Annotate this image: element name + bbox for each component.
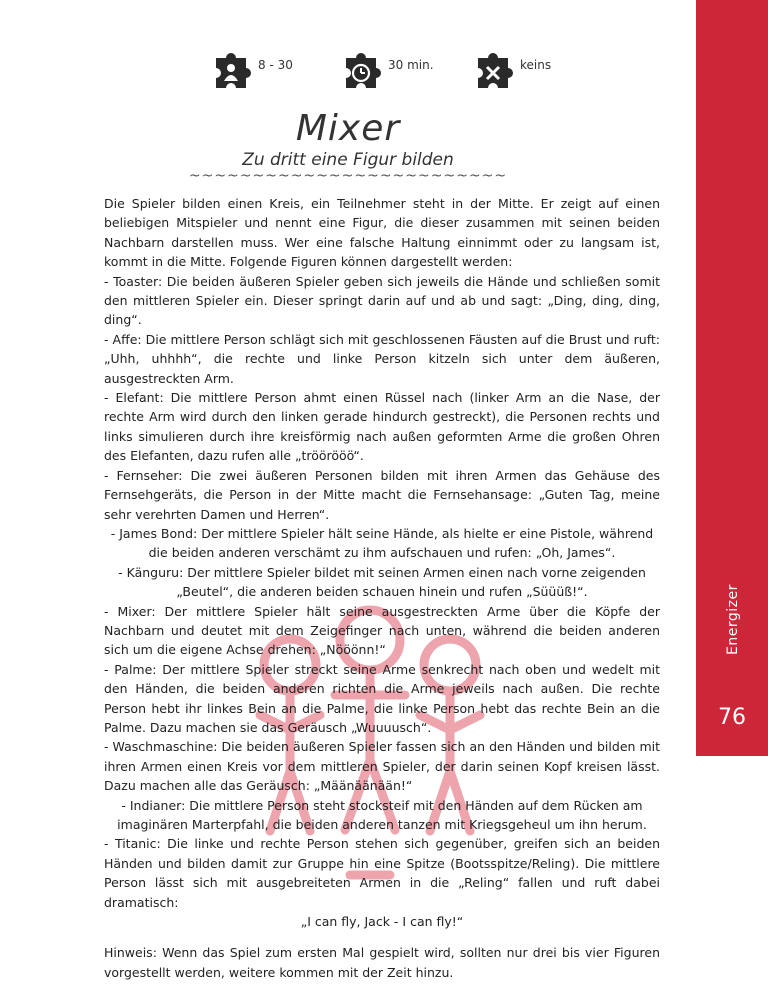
players-stat	[210, 48, 293, 94]
time-stat	[340, 48, 434, 94]
figure-mixer: - Mixer: Der mittlere Spieler hält seine ausgestreckten Arme über die Köpfe der Nachbarn und deutet mit dem Zeigefinger nach unten, während die beiden anderen sich um die eigene Achse drehen: „Nööönn!“	[104, 603, 660, 658]
game-title: Mixer	[295, 108, 401, 149]
players-puzzle-icon	[210, 48, 256, 94]
figure-elefant: - Elefant: Die mittlere Person ahmt einen Rüssel nach (linker Arm an die Nase, der rechte Arm wird durch den linken gerade hindurch gestreckt), die Personen rechts und links simulieren durch ihre kreisförmig nach außen geformten Arme die großen Ohren des Elefanten, dazu rufen alle „tröörööö“.	[104, 390, 660, 464]
section-sidebar	[696, 0, 768, 756]
titanic-quote: „I can fly, Jack - I can fly!“	[300, 914, 464, 930]
time-puzzle-icon	[340, 48, 386, 94]
title-divider: ~~~~~~~~~~~~~~~~~~~~~~~~~	[188, 168, 508, 184]
figure-affe: - Affe: Die mittlere Person schlägt sich mit geschlossenen Fäusten auf die Brust und ruft: „Uhh, uhhhh“, die rechte und linke Person kitzeln sich unter dem äußeren, ausgestreckten Arm.	[104, 331, 660, 386]
material-stat	[472, 48, 552, 94]
figure-kaenguru: - Känguru: Der mittlere Spieler bildet mit seinen Armen einen nach vorne zeigenden „Beutel“, die anderen beiden schauen hinein und rufen „Süüüß!“.	[118, 564, 646, 600]
figure-fernseher: - Fernseher: Die zwei äußeren Personen bilden mit ihren Armen das Gehäuse des Fernsehgeräts, die Person in der Mitte macht die Fernsehansage: „Guten Tag, meine sehr verehrten Damen und Herren“.	[104, 467, 660, 522]
figure-titanic: - Titanic: Die linke und rechte Person stehen sich gegenüber, greifen sich an beiden Händen und bilden damit zur Gruppe hin eine Spitze (Bootsspitze/Reling). Die mittlere Person lässt sich mit ausgebreiteten Armen in die „Reling“ fallen und ruft dabei dramatisch:	[104, 836, 660, 910]
hint-paragraph: Hinweis: Wenn das Spiel zum ersten Mal gespielt wird, sollten nur drei bis vier Figuren vorgestellt werden, weitere kommen mit der Zeit hinzu.	[104, 945, 660, 980]
game-description	[104, 194, 660, 982]
game-subtitle: Zu dritt eine Figur bilden	[242, 150, 454, 170]
section-label: Energizer	[725, 584, 741, 655]
time-value: 30 min.	[388, 58, 434, 72]
figure-toaster: - Toaster: Die beiden äußeren Spieler geben sich jeweils die Hände und schließen somit den mittleren Spieler ein. Dieser springt darin auf und ab und sagt: „Ding, ding, ding, ding“.	[104, 273, 660, 328]
figure-indianer: - Indianer: Die mittlere Person steht stocksteif mit den Händen auf dem Rücken am imaginären Marterpfahl, die beiden anderen tanzen mit Kriegsgeheul um ihn herum.	[117, 797, 647, 832]
game-stats	[210, 48, 570, 108]
figure-james-bond: - James Bond: Der mittlere Spieler hält seine Hände, als hielte er eine Pistole, während die beiden anderen verschämt zu ihm aufschauen und rufen: „Oh, James“.	[110, 525, 654, 561]
material-value: keins	[520, 58, 552, 72]
figure-waschmaschine: - Waschmaschine: Die beiden äußeren Spieler fassen sich an den Händen und bilden mit ihren Armen einen Kreis vor dem mittleren Spieler, der darin seinen Kopf kreisen lässt. Dazu machen alle das Geräusch: „Määnäänään!“	[104, 739, 660, 794]
players-value: 8 - 30	[258, 58, 293, 72]
figure-palme: - Palme: Der mittlere Spieler streckt seine Arme senkrecht nach oben und wedelt mit den Händen, die beiden anderen richten die Arme jeweils nach außen. Die rechte Person hebt ihr linkes Bein an die Palme, die linke Person hebt das rechte Bein an die Palme. Dazu machen sie das Geräusch „Wuuuusch“.	[104, 661, 660, 735]
material-puzzle-icon	[472, 48, 518, 94]
page-number: 76	[718, 705, 746, 730]
intro-paragraph: Die Spieler bilden einen Kreis, ein Teilnehmer steht in der Mitte. Er zeigt auf einen beliebigen Mitspieler und nennt eine Figur, die dieser zusammen mit seinen beiden Nachbarn darstellen muss. Wer eine falsche Haltung einnimmt oder zu langsam ist, kommt in die Mitte. Folgende Figuren können dargestellt werden:	[104, 196, 660, 270]
